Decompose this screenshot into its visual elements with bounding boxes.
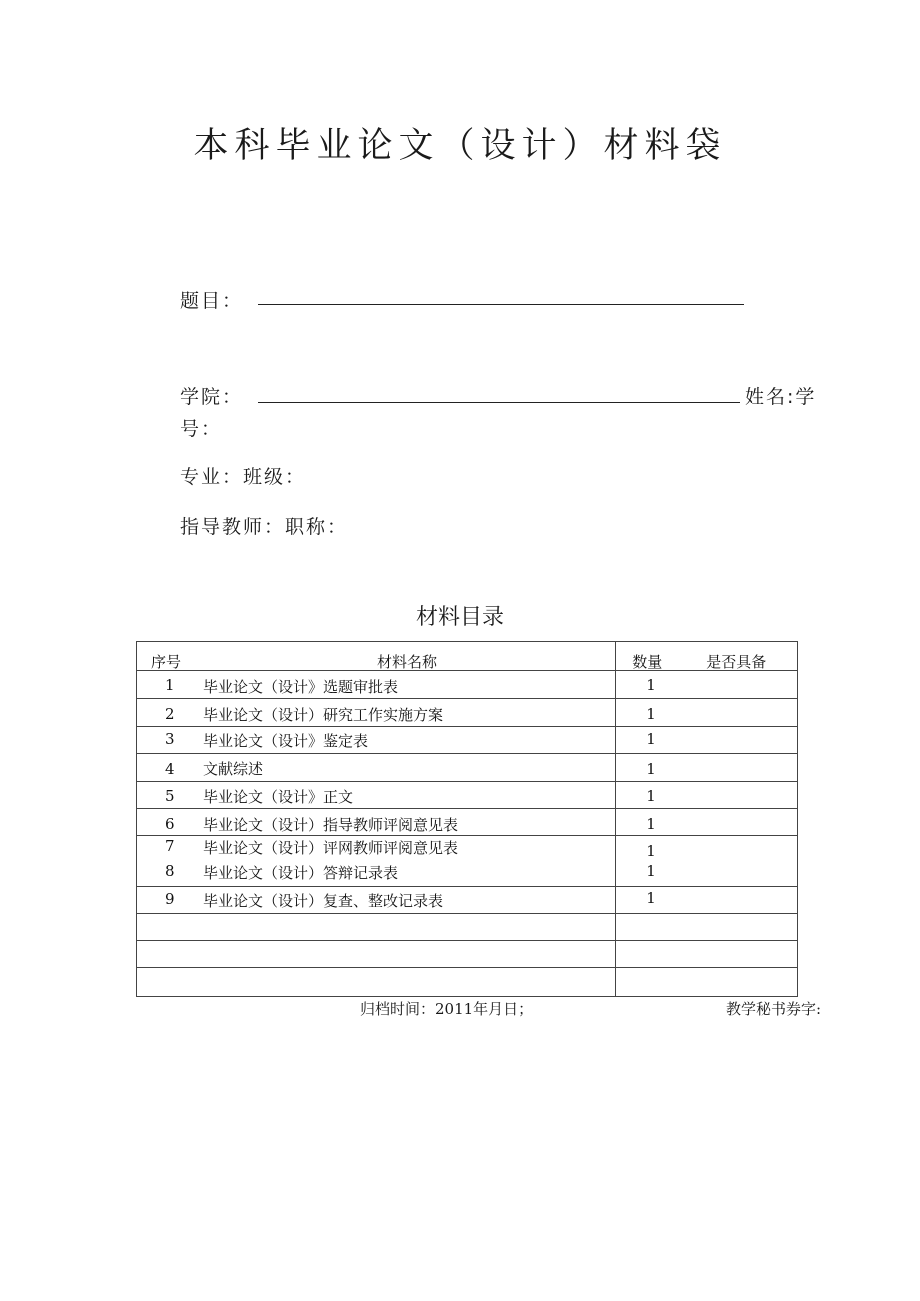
row-seq: 5 (165, 787, 175, 805)
topic-underline (258, 304, 744, 305)
row-name: 毕业论文（设计）评网教师评阅意见表 (203, 839, 459, 857)
header-seq: 序号 (151, 653, 182, 671)
row-seq: 2 (165, 705, 175, 723)
row-seq: 7 (165, 837, 175, 855)
secretary-signature: 教学秘书券字: (726, 1000, 822, 1018)
row-qty: 1 (646, 815, 656, 833)
row-name: 毕业论文（设计）答辩记录表 (203, 864, 399, 882)
row-name: 毕业论文（设计）指导教师评阅意见表 (203, 816, 459, 834)
table-row (137, 887, 798, 914)
row-name: 毕业论文（设计）复查、整改记录表 (203, 892, 444, 910)
table-row (137, 699, 798, 727)
header-name: 材料名称 (377, 653, 438, 671)
table-row-empty (137, 941, 798, 968)
row-qty: 1 (646, 842, 656, 860)
archive-time: 归档时间：2011年月日； (360, 1000, 534, 1018)
header-have: 是否具备 (706, 653, 767, 671)
toc-title: 材料目录 (415, 605, 504, 630)
major-class-label: 专业：班级： (180, 466, 307, 488)
row-seq: 8 (165, 862, 175, 880)
row-name: 毕业论文（设计》选题审批表 (203, 678, 399, 696)
row-seq: 4 (165, 760, 175, 778)
page-title: 本科毕业论文（设计）材料袋 (193, 126, 727, 166)
table-row-empty (137, 914, 798, 941)
row-qty: 1 (646, 676, 656, 694)
advisor-label: 指导教师：职称： (180, 516, 349, 538)
row-seq: 3 (165, 730, 175, 748)
row-seq: 6 (165, 815, 175, 833)
table-row (137, 782, 798, 809)
student-id-label: 号： (180, 418, 223, 440)
row-seq: 1 (165, 676, 175, 694)
table-row (137, 671, 798, 699)
materials-table (136, 641, 798, 997)
row-qty: 1 (646, 787, 656, 805)
table-row (137, 809, 798, 836)
row-qty: 1 (646, 705, 656, 723)
name-label: 姓名:学 (745, 386, 817, 408)
table-row (137, 754, 798, 782)
table-row-empty (137, 968, 798, 997)
row-qty: 1 (646, 862, 656, 880)
college-label: 学院： (180, 386, 244, 408)
table-header-row (137, 642, 798, 671)
row-qty: 1 (646, 889, 656, 907)
row-qty: 1 (646, 730, 656, 748)
table-row-double (137, 836, 798, 887)
row-name: 文献综述 (203, 760, 264, 778)
row-name: 毕业论文（设计）研究工作实施方案 (203, 706, 444, 724)
row-qty: 1 (646, 760, 656, 778)
row-name: 毕业论文（设计》鉴定表 (203, 732, 369, 750)
college-underline (258, 402, 740, 403)
row-seq: 9 (165, 890, 175, 908)
topic-label: 题目： (180, 290, 244, 312)
header-qty: 数量 (632, 653, 663, 671)
row-name: 毕业论文（设计》正文 (203, 788, 354, 806)
table-row (137, 727, 798, 754)
